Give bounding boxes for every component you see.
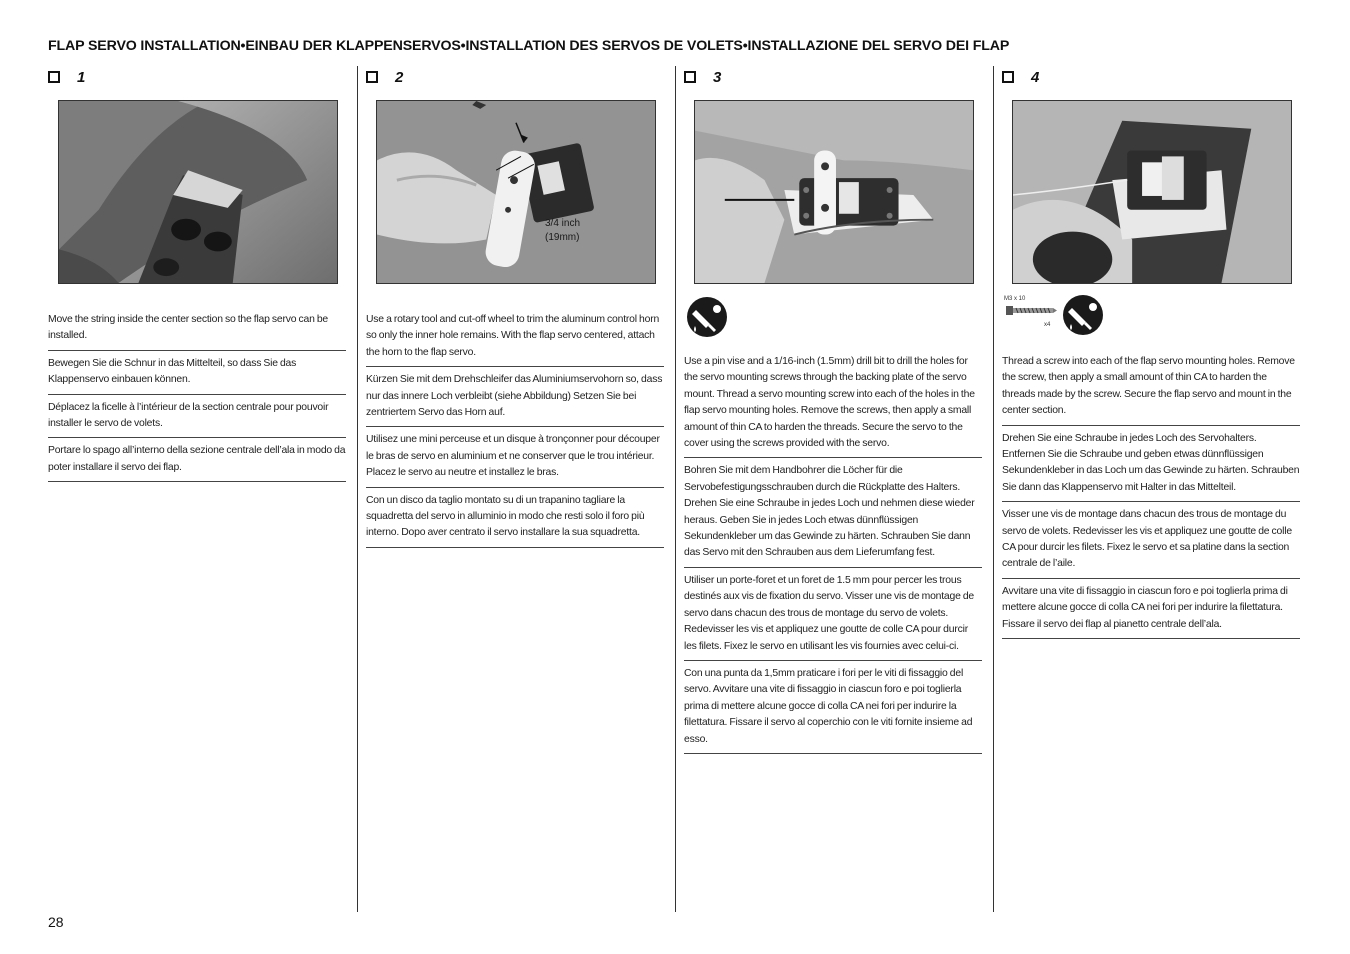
- step-2-column: [366, 66, 664, 912]
- column-divider: [675, 66, 676, 912]
- instruction-italian: Avvitare una vite di fissaggio in ciascun foro e poi toglierla prima di mettere alcune gocce di colla CA nei fori per indurire la filettatura. Fissare il servo dei flap al pianetto centrale dell’ala.: [1002, 579, 1300, 639]
- instruction-italian: Portare lo spago all’interno della sezione centrale dell’ala in modo da poter installare il servo dei flap.: [48, 438, 346, 482]
- screw-quantity-label: x4: [1044, 322, 1051, 328]
- step-3-header: [684, 68, 721, 86]
- instruction-german: Bewegen Sie die Schnur in das Mittelteil, so dass Sie das Klappenservo einbauen können.: [48, 351, 346, 395]
- ca-glue-icon: [1062, 294, 1104, 336]
- step-3-photo: [694, 100, 974, 284]
- step-3-text: [684, 350, 982, 754]
- checkbox-icon[interactable]: [48, 71, 60, 83]
- page-number: 28: [48, 914, 64, 930]
- step-1-header: [48, 68, 85, 86]
- instruction-italian: Con un disco da taglio montato su di un trapanino tagliare la squadretta del servo in alluminio in modo che resti solo il foro più interno. Dopo aver centrato il servo installare la sua squadretta.: [366, 488, 664, 548]
- instruction-french: Déplacez la ficelle à l’intérieur de la section centrale pour pouvoir installer le servo de volets.: [48, 395, 346, 439]
- step-4-header: [1002, 68, 1039, 86]
- dimension-label-metric: (19mm): [545, 232, 580, 243]
- ca-glue-icon: [686, 296, 728, 338]
- page-title: FLAP SERVO INSTALLATION•EINBAU DER KLAPPENSERVOS•INSTALLATION DES SERVOS DE VOLETS•INSTALLAZIONE DEL SERVO DEI FLAP: [48, 38, 1010, 54]
- step-1-photo: [58, 100, 338, 284]
- step-number: 2: [395, 68, 404, 86]
- checkbox-icon[interactable]: [684, 71, 696, 83]
- step-2-header: [366, 68, 403, 86]
- column-divider: [357, 66, 358, 912]
- instruction-german: Drehen Sie eine Schraube in jedes Loch des Servohalters. Entfernen Sie die Schraube und geben etwas dünnflüssigen Sekundenkleber in das Loch um das Gewinde zu härten. Schrauben Sie dann das Klappenservo mit Halter in das Mittelteil.: [1002, 426, 1300, 503]
- column-divider: [993, 66, 994, 912]
- step-4-photo: [1012, 100, 1292, 284]
- step-number: 3: [713, 68, 722, 86]
- screw-size-label: M3 x 10: [1004, 296, 1026, 302]
- dimension-label: 3/4 inch: [545, 218, 581, 229]
- step-4-column: [1002, 66, 1300, 912]
- instruction-english: Use a pin vise and a 1/16-inch (1.5mm) drill bit to drill the holes for the servo mounting screws through the backing plate of the servo mount. Thread a servo mounting screw into each of the holes in the flap servo mounting holes. Remove the screws, then apply a small amount of thin CA to harden the threads. Secure the servo to the cover using the screws provided with the servo.: [684, 350, 982, 458]
- step-4-text: [1002, 350, 1300, 639]
- step-3-column: [684, 66, 982, 912]
- instruction-french: Utiliser un porte-foret et un foret de 1.5 mm pour percer les trous destinés aux vis de fixation du servo. Visser une vis de montage de servo dans chacun des trous de montage du servo de volets. Redevisser les vis et appliquez une goutte de colle CA pour durcir les filets. Fixez le servo en utilisant les vis fournies avec celui-ci.: [684, 568, 982, 661]
- instruction-german: Bohren Sie mit dem Handbohrer die Löcher für die Servobefestigungsschrauben durch die Rückplatte des Halters. Drehen Sie eine Schraube in jedes Loch und nehmen diese wieder heraus. Geben Sie in jedes Loch etwas dünnflüssigen Sekundenkleber um das Gewinde zu härten. Schrauben Sie dann das Servo mit den Schrauben aus dem Lieferumfang fest.: [684, 458, 982, 567]
- instruction-french: Visser une vis de montage dans chacun des trous de montage du servo de volets. Redevisser les vis et appliquez une goutte de colle CA pour durcir les filets. Fixez le servo et sa platine dans la section centrale de l’aile.: [1002, 502, 1300, 579]
- screw-icon: [1004, 296, 1058, 328]
- checkbox-icon[interactable]: [1002, 71, 1014, 83]
- checkbox-icon[interactable]: [366, 71, 378, 83]
- instruction-german: Kürzen Sie mit dem Drehschleifer das Aluminiumservohorn so, dass nur das innere Loch verbleibt (siehe Abbildung) Setzen Sie bei zentriertem Servo das Horn auf.: [366, 367, 664, 427]
- instruction-english: Use a rotary tool and cut-off wheel to trim the aluminum control horn so only the inner hole remains. With the flap servo centered, attach the horn to the flap servo.: [366, 308, 664, 367]
- instruction-french: Utilisez une mini perceuse et un disque à tronçonner pour découper le bras de servo en aluminium et ne conserver que le trou intérieur. Placez le servo au neutre et installez le bras.: [366, 427, 664, 487]
- step-number: 4: [1031, 68, 1040, 86]
- step-2-photo: [376, 100, 656, 284]
- step-2-text: [366, 308, 664, 548]
- step-1-column: [48, 66, 346, 912]
- instruction-italian: Con una punta da 1,5mm praticare i fori per le viti di fissaggio del servo. Avvitare una vite di fissaggio in ciascun foro e poi toglierla prima di mettere alcune gocce di colla CA nei fori per indurire la filettatura. Fissare il servo al coperchio con le viti fornite insieme ad esso.: [684, 661, 982, 754]
- step-1-text: [48, 308, 346, 482]
- instruction-english: Move the string inside the center section so the flap servo can be installed.: [48, 308, 346, 351]
- step-number: 1: [77, 68, 86, 86]
- instruction-english: Thread a screw into each of the flap servo mounting holes. Remove the screw, then apply a small amount of thin CA to harden the threads made by the screw. Secure the flap servo and mount in the center section.: [1002, 350, 1300, 426]
